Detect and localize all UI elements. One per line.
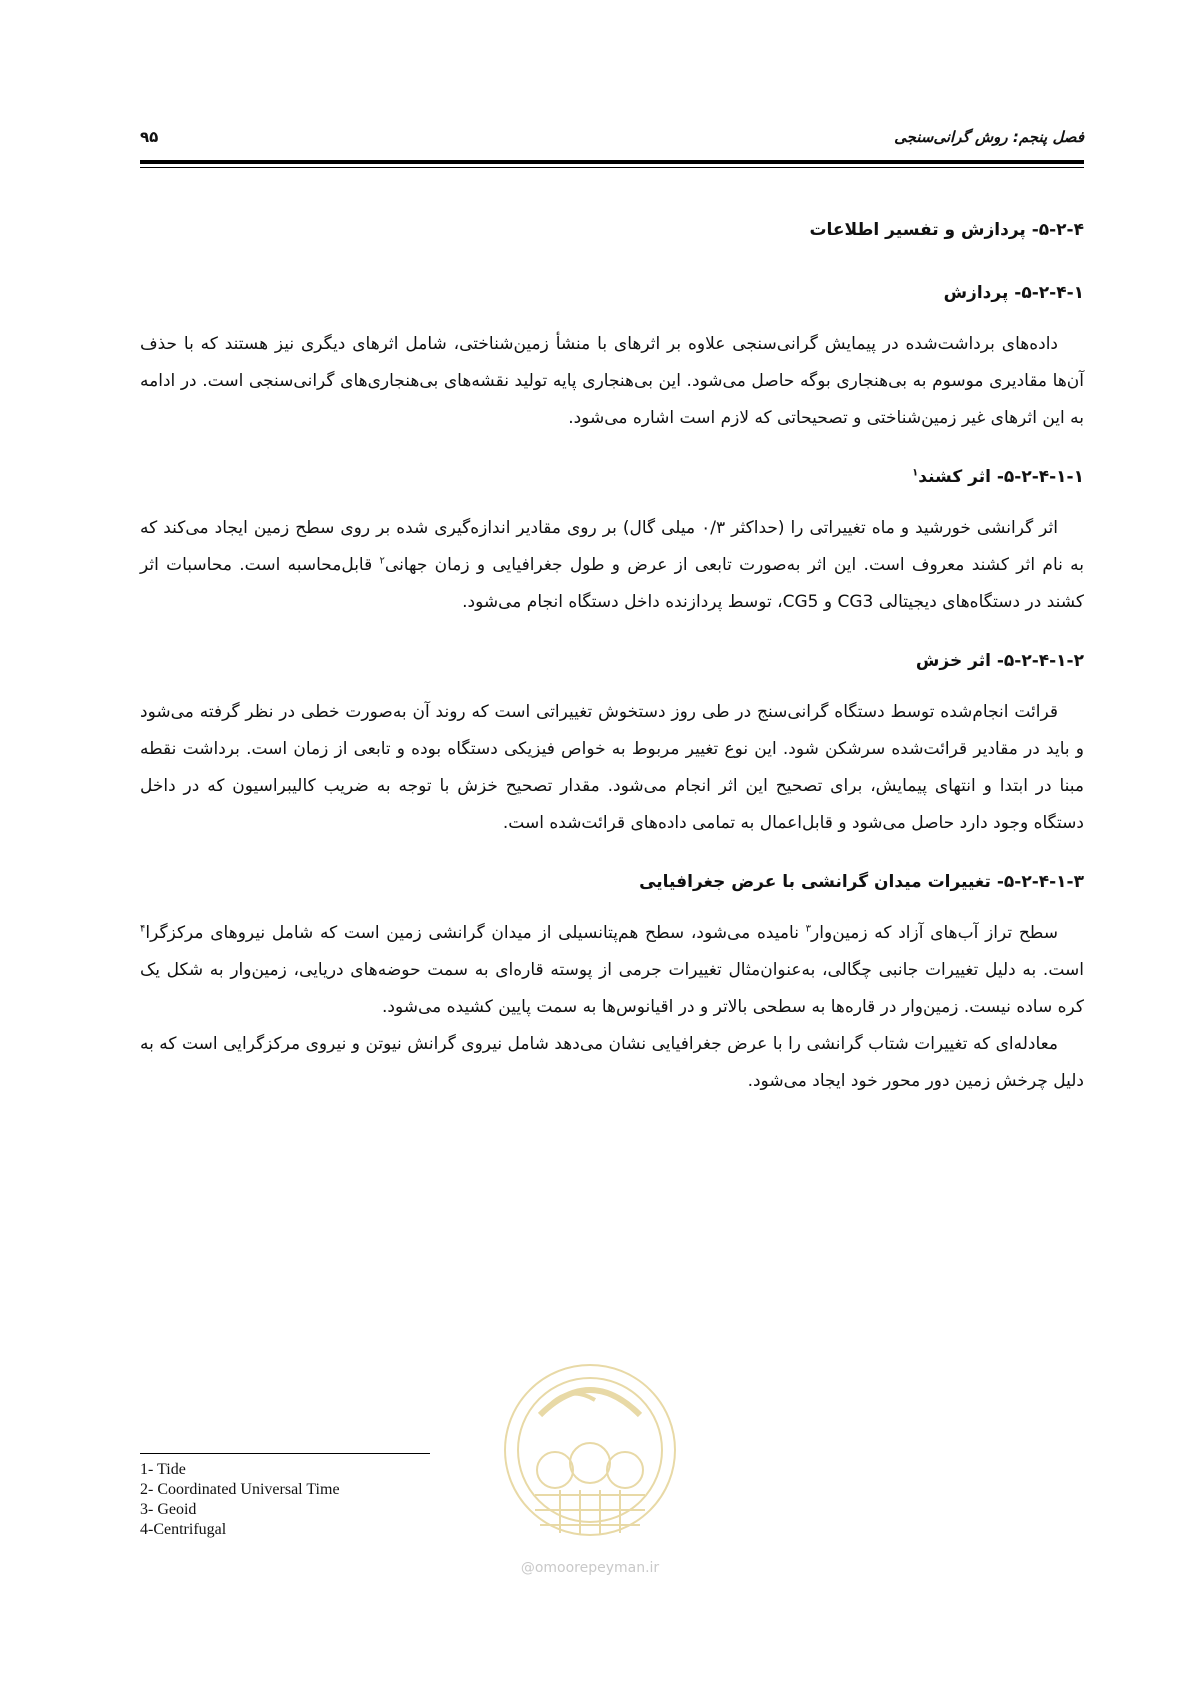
footnote-ref-1: ۱: [912, 467, 919, 479]
paragraph-latitude-variation-1: [140, 915, 1084, 1026]
paragraph-processing: داده‌های برداشت‌شده در پیمایش گرانی‌سنجی علاوه بر اثرهای با منشأ زمین‌شناختی، شامل اثرهای دیگری نیز هستند که با حذف آن‌ها مقادیری موسوم به بی‌هنجاری بوگه حاصل می‌شود. این بی‌هنجاری پایه تولید نقشه‌های بی‌هنجاری‌های گرانی‌سنجی است. در ادامه به این اثرهای غیر زمین‌شناختی و تصحیحاتی که لازم است اشاره می‌شود.: [140, 334, 1084, 428]
section-heading-processing-interpretation: ۵-۲-۴- پردازش و تفسیر اطلاعات: [809, 220, 1084, 240]
footnote-4: 4-Centrifugal: [140, 1521, 227, 1538]
header-rule-thin: [140, 167, 1084, 168]
footnote-1: 1- Tide: [140, 1461, 186, 1478]
section-heading-drift-effect: ۵-۲-۴-۱-۲- اثر خزش: [915, 651, 1084, 671]
paragraph-tide-effect: [140, 510, 1084, 621]
latitude-text-b: نامیده می‌شود، سطح هم‌پتانسیلی از میدان گرانشی زمین است که شامل نیروهای مرکزگرا: [145, 923, 806, 943]
footnote-3: 3- Geoid: [140, 1501, 197, 1518]
footnote-separator: [140, 1453, 430, 1454]
section-heading-tide-effect: [140, 459, 1084, 496]
tide-heading-text: ۵-۲-۴-۱-۱- اثر کشند: [918, 467, 1084, 487]
footnotes: [140, 1460, 440, 1540]
header-rule-thick: [140, 160, 1084, 164]
footnote-2: 2- Coordinated Universal Time: [140, 1481, 340, 1498]
tide-text-a: اثر گرانشی خورشید و ماه تغییراتی را (حداکثر ۰/۳ میلی گال) بر روی مقادیر اندازه‌گیری شده بر روی سطح زمین ایجاد می‌کند که به نام اثر کشند معروف است. این اثر به‌صورت تابعی از عرض و طول جغرافیایی و زمان جهانی: [140, 518, 1084, 575]
watermark-url: @omoorepeyman.ir: [520, 1560, 660, 1576]
footnote-ref-3: ۳: [805, 923, 812, 935]
latitude-text-c: است. به دلیل تغییرات جانبی چگالی، به‌عنوان‌مثال تغییرات جرمی از پوسته قاره‌ای به سمت حوضه‌های دریایی، زمین‌وار به شکل یک کره ساده نیست. زمین‌وار در قاره‌ها به سطحی بالاتر و در اقیانوس‌ها به سمت پایین کشیده می‌شود.: [140, 960, 1084, 1017]
footnote-ref-4: ۴: [140, 923, 146, 935]
latitude-text-a: سطح تراز آب‌های آزاد که زمین‌وار: [811, 923, 1058, 943]
section-heading-processing: ۵-۲-۴-۱- پردازش: [943, 283, 1084, 303]
paragraph-drift-effect: قرائت انجام‌شده توسط دستگاه گرانی‌سنج در طی روز دستخوش تغییراتی است که روند آن به‌صورت خطی در نظر گرفته می‌شود و باید در مقادیر قرائت‌شده سرشکن شود. این نوع تغییر مربوط به خواص فیزیکی دستگاه بوده و تابعی از زمان است. برداشت نقطه مبنا در ابتدا و انتهای پیمایش، برای تصحیح این اثر انجام می‌شود. مقدار تصحیح خزش با توجه به ضریب کالیبراسیون که در داخل دستگاه وجود دارد حاصل می‌شود و قابل‌اعمال به تمامی داده‌های قرائت‌شده است.: [140, 702, 1084, 833]
tide-text-b: قابل‌محاسبه است. محاسبات اثر کشند در دستگاه‌های دیجیتالی CG3 و CG5، توسط پردازنده داخل دستگاه انجام می‌شود.: [140, 555, 1084, 612]
page-number: ۹۵: [140, 128, 159, 146]
watermark-seal-icon: [500, 1345, 680, 1555]
chapter-title: فصل پنجم: روش گرانی‌سنجی: [894, 128, 1084, 146]
page-body: [140, 212, 1084, 1100]
watermark-logo: [500, 1345, 680, 1555]
section-heading-latitude-variation: ۵-۲-۴-۱-۳- تغییرات میدان گرانشی با عرض جغرافیایی: [639, 872, 1084, 892]
footnote-ref-2: ۲: [379, 555, 385, 567]
paragraph-latitude-variation-2: معادله‌ای که تغییرات شتاب گرانشی را با عرض جغرافیایی نشان می‌دهد شامل نیروی گرانش نیوتن و نیروی مرکزگرایی است که به دلیل چرخش زمین دور محور خود ایجاد می‌شود.: [140, 1034, 1084, 1091]
page-header: [140, 128, 1084, 152]
